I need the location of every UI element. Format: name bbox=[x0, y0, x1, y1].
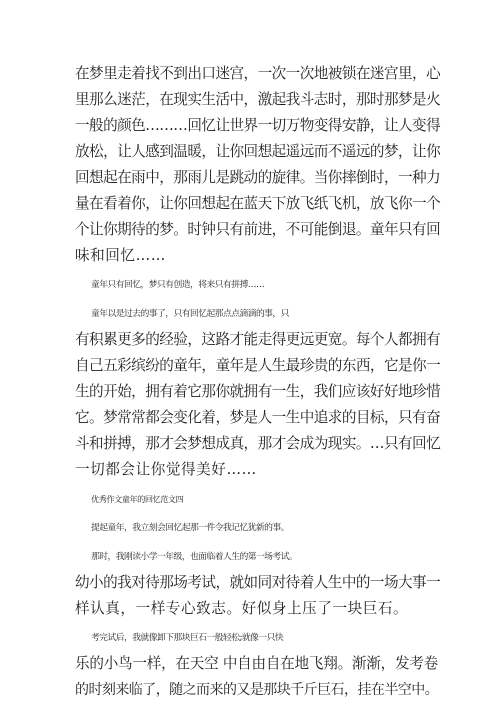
text-line: 回想起在雨中，那雨儿是跳动的旋律。当你摔倒时，一种力 bbox=[75, 169, 441, 186]
text-line: 样认真，一样专心致志。好似身上压了一块巨石。 bbox=[75, 600, 409, 617]
text-line: 它。梦常常都会变化着，梦是人一生中追求的目标，只有奋 bbox=[75, 409, 441, 426]
text-line: 考完试后，我就像卸下那块巨石一般轻松;就像一只快 bbox=[91, 633, 284, 643]
text-line: 提起童年，我立刻会回忆起那一件令我记忆犹新的事。 bbox=[91, 523, 289, 533]
text-line: 幼小的我对待那场考试，就如同对待着人生中的一场大事一 bbox=[75, 574, 441, 591]
text-line: 在梦里走着找不到出口迷宫，一次一次地被锁在迷宫里，心 bbox=[75, 65, 441, 82]
text-line: 童年以是过去的事了，只有回忆起那点点滴滴的事，只 bbox=[91, 309, 289, 319]
text-line: 个让你期待的梦。时钟只有前进，不可能倒退。童年只有回 bbox=[75, 221, 441, 238]
text-line: 一切都会让你觉得美好…… bbox=[75, 461, 257, 478]
text-line: 有积累更多的经验，这路才能走得更远更宽。每个人都拥有 bbox=[75, 331, 441, 348]
text-line: 童年只有回忆，梦只有创造，将来只有拼搏…… bbox=[91, 280, 265, 290]
text-line: 乐的小鸟一样，在天空 中自由自在地飞翔。渐渐，发考卷 bbox=[75, 655, 438, 672]
text-line: 斗和拼搏，那才会梦想成真，那才会成为现实。…只有回忆 bbox=[75, 435, 441, 452]
text-line: 里那么迷茫，在现实生活中，激起我斗志时，那时那梦是火 bbox=[75, 91, 441, 108]
text-line: 那时，我刚读小学一年级，也面临着人生的第一场考试。 bbox=[91, 552, 298, 562]
text-line: 一般的颜色………回忆让世界一切万物变得安静，让人变得 bbox=[75, 117, 441, 134]
text-line: 量在看着你，让你回想起在蓝天下放飞纸飞机，放飞你一个 bbox=[75, 195, 441, 212]
text-line: 自己五彩缤纷的童年，童年是人生最珍贵的东西，它是你一 bbox=[75, 357, 441, 374]
text-line: 的时刻来临了，随之而来的又是那块千斤巨石，挂在半空中。 bbox=[75, 682, 439, 698]
text-line: 味和回忆…… bbox=[75, 247, 166, 264]
text-line: 生的开始，拥有着它那你就拥有一生，我们应该好好地珍惜 bbox=[75, 383, 441, 400]
section-heading: 优秀作文童年的回忆范文四 bbox=[91, 494, 184, 504]
text-line: 放松，让人感到温暖，让你回想起遥远而不遥远的梦，让你 bbox=[75, 143, 441, 160]
